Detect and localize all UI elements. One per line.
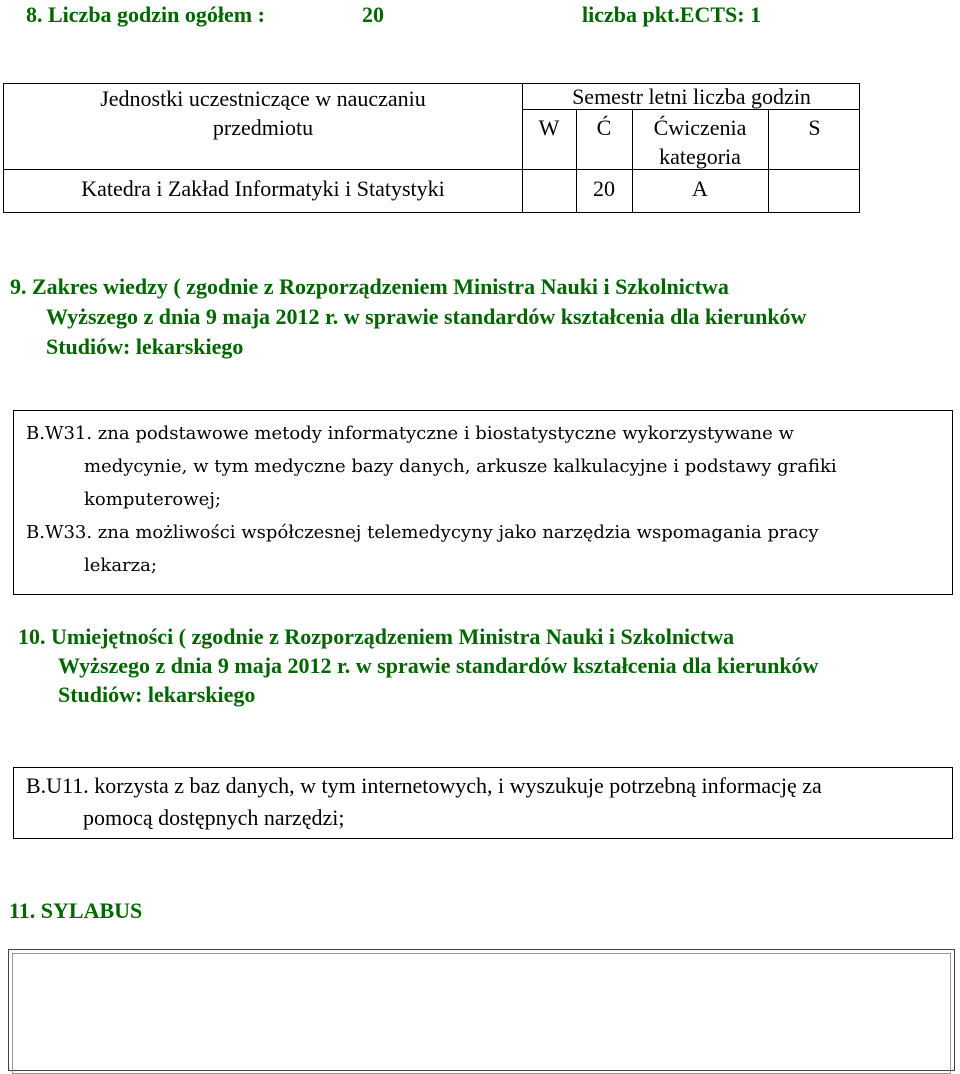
outcome-bw33-line2: lekarza; xyxy=(84,555,157,576)
header-unit-line1: Jednostki uczestniczące w nauczaniu xyxy=(100,86,426,111)
outcome-bu11-line1: B.U11. korzysta z baz danych, w tym internetowych, i wyszukuje potrzebną informację za xyxy=(26,773,822,798)
outcome-bw31-line1: B.W31. zna podstawowe metody informatyczne i biostatystyczne wykorzystywane w xyxy=(26,423,794,444)
col-w: W xyxy=(538,115,560,140)
col-cw-line2: kategoria xyxy=(659,144,741,169)
sylabus-inner-frame xyxy=(12,953,951,1074)
row-unit-name: Katedra i Zakład Informatyki i Statystyki xyxy=(81,176,445,201)
outcome-bw31-line3: komputerowej; xyxy=(84,489,221,510)
section10-line2: Wyższego z dnia 9 maja 2012 r. w sprawie standardów kształcenia dla kierunków xyxy=(58,653,819,678)
col-cw-line1: Ćwiczenia xyxy=(653,115,747,140)
hours-total-label: 8. Liczba godzin ogółem : xyxy=(26,2,265,27)
col-s: S xyxy=(808,115,821,140)
row-c-value: 20 xyxy=(593,176,615,201)
outcome-bw31-line2: medycynie, w tym medyczne bazy danych, arkusze kalkulacyjne i podstawy grafiki xyxy=(84,456,837,477)
section9-line2: Wyższego z dnia 9 maja 2012 r. w sprawie standardów kształcenia dla kierunków xyxy=(46,304,807,329)
row-cw-value: A xyxy=(692,176,708,201)
section10-line3: Studiów: lekarskiego xyxy=(58,682,256,707)
outcome-bw33-line1: B.W33. zna możliwości współczesnej telemedycyny jako narzędzia wspomagania pracy xyxy=(26,522,819,543)
section9-heading xyxy=(10,272,806,362)
section9-line1: 9. Zakres wiedzy ( zgodnie z Rozporządzeniem Ministra Nauki i Szkolnictwa xyxy=(10,274,729,299)
hours-total-value: 20 xyxy=(362,2,384,27)
col-c: Ć xyxy=(596,115,612,140)
sylabus-box xyxy=(8,949,955,1071)
units-table xyxy=(3,83,860,213)
section10-heading xyxy=(18,622,818,709)
outcome-bu11-line2: pomocą dostępnych narzędzi; xyxy=(83,805,345,830)
header-unit-line2: przedmiotu xyxy=(212,115,314,140)
header-semester: Semestr letni liczba godzin xyxy=(572,84,811,109)
section11-title: 11. SYLABUS xyxy=(9,898,143,923)
ects-label: liczba pkt.ECTS: 1 xyxy=(582,2,762,27)
knowledge-outcomes-box xyxy=(13,410,953,595)
section9-line3: Studiów: lekarskiego xyxy=(46,334,244,359)
skills-outcomes-box xyxy=(13,767,953,839)
section10-line1: 10. Umiejętności ( zgodnie z Rozporządzeniem Ministra Nauki i Szkolnictwa xyxy=(18,624,735,649)
